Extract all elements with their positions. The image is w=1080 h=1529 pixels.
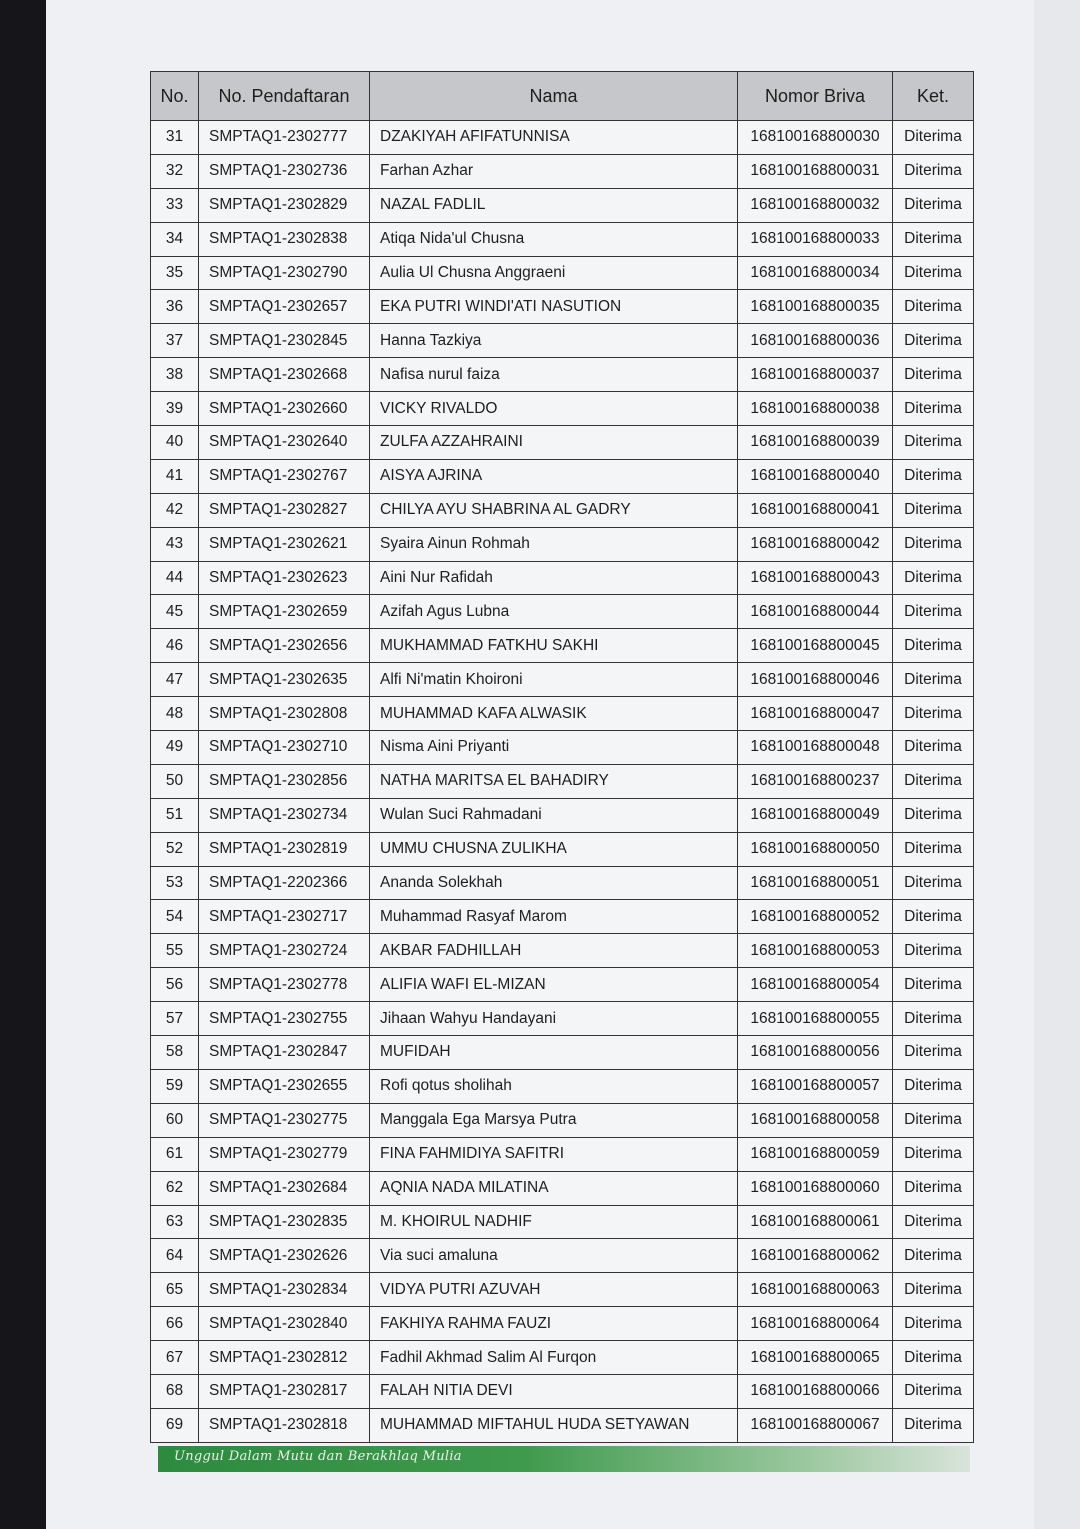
table-row bbox=[151, 731, 974, 765]
cell-no: 68 bbox=[151, 1374, 199, 1408]
cell-status: Diterima bbox=[893, 527, 974, 561]
cell-status: Diterima bbox=[893, 561, 974, 595]
cell-registration-number: SMPTAQ1-2302684 bbox=[199, 1171, 370, 1205]
header-briva-number: Nomor Briva bbox=[738, 72, 893, 121]
cell-registration-number: SMPTAQ1-2302818 bbox=[199, 1408, 370, 1442]
cell-briva-number: 168100168800036 bbox=[738, 324, 893, 358]
header-no: No. bbox=[151, 72, 199, 121]
cell-registration-number: SMPTAQ1-2302736 bbox=[199, 154, 370, 188]
cell-name: VICKY RIVALDO bbox=[370, 392, 738, 426]
cell-registration-number: SMPTAQ1-2302660 bbox=[199, 392, 370, 426]
cell-name: M. KHOIRUL NADHIF bbox=[370, 1205, 738, 1239]
cell-no: 54 bbox=[151, 900, 199, 934]
cell-briva-number: 168100168800039 bbox=[738, 426, 893, 460]
cell-no: 36 bbox=[151, 290, 199, 324]
table-row bbox=[151, 595, 974, 629]
cell-briva-number: 168100168800047 bbox=[738, 697, 893, 731]
cell-briva-number: 168100168800060 bbox=[738, 1171, 893, 1205]
cell-name: MUHAMMAD KAFA ALWASIK bbox=[370, 697, 738, 731]
cell-name: Azifah Agus Lubna bbox=[370, 595, 738, 629]
table-body bbox=[151, 121, 974, 1443]
cell-no: 48 bbox=[151, 697, 199, 731]
table-row bbox=[151, 900, 974, 934]
cell-registration-number: SMPTAQ1-2302717 bbox=[199, 900, 370, 934]
table-row bbox=[151, 290, 974, 324]
cell-registration-number: SMPTAQ1-2202366 bbox=[199, 866, 370, 900]
cell-status: Diterima bbox=[893, 900, 974, 934]
cell-status: Diterima bbox=[893, 1239, 974, 1273]
cell-registration-number: SMPTAQ1-2302710 bbox=[199, 731, 370, 765]
cell-briva-number: 168100168800054 bbox=[738, 968, 893, 1002]
cell-briva-number: 168100168800045 bbox=[738, 629, 893, 663]
cell-briva-number: 168100168800031 bbox=[738, 154, 893, 188]
cell-briva-number: 168100168800048 bbox=[738, 731, 893, 765]
cell-name: NATHA MARITSA EL BAHADIRY bbox=[370, 764, 738, 798]
cell-name: ZULFA AZZAHRAINI bbox=[370, 426, 738, 460]
cell-name: ALIFIA WAFI EL-MIZAN bbox=[370, 968, 738, 1002]
cell-briva-number: 168100168800046 bbox=[738, 663, 893, 697]
cell-no: 56 bbox=[151, 968, 199, 1002]
cell-status: Diterima bbox=[893, 697, 974, 731]
cell-briva-number: 168100168800058 bbox=[738, 1103, 893, 1137]
cell-name: UMMU CHUSNA ZULIKHA bbox=[370, 832, 738, 866]
cell-no: 57 bbox=[151, 1002, 199, 1036]
cell-status: Diterima bbox=[893, 426, 974, 460]
cell-registration-number: SMPTAQ1-2302778 bbox=[199, 968, 370, 1002]
table-row bbox=[151, 1239, 974, 1273]
cell-registration-number: SMPTAQ1-2302626 bbox=[199, 1239, 370, 1273]
cell-briva-number: 168100168800059 bbox=[738, 1137, 893, 1171]
cell-status: Diterima bbox=[893, 832, 974, 866]
admission-table bbox=[150, 71, 974, 1443]
cell-registration-number: SMPTAQ1-2302775 bbox=[199, 1103, 370, 1137]
cell-status: Diterima bbox=[893, 629, 974, 663]
cell-status: Diterima bbox=[893, 934, 974, 968]
cell-registration-number: SMPTAQ1-2302655 bbox=[199, 1069, 370, 1103]
table-row bbox=[151, 1002, 974, 1036]
cell-registration-number: SMPTAQ1-2302659 bbox=[199, 595, 370, 629]
table-row bbox=[151, 527, 974, 561]
cell-name: NAZAL FADLIL bbox=[370, 188, 738, 222]
cell-no: 44 bbox=[151, 561, 199, 595]
cell-no: 55 bbox=[151, 934, 199, 968]
cell-no: 60 bbox=[151, 1103, 199, 1137]
table-header-row bbox=[151, 72, 974, 121]
cell-no: 40 bbox=[151, 426, 199, 460]
table-row bbox=[151, 459, 974, 493]
cell-briva-number: 168100168800038 bbox=[738, 392, 893, 426]
cell-briva-number: 168100168800049 bbox=[738, 798, 893, 832]
cell-name: FINA FAHMIDIYA SAFITRI bbox=[370, 1137, 738, 1171]
cell-name: Rofi qotus sholihah bbox=[370, 1069, 738, 1103]
cell-registration-number: SMPTAQ1-2302827 bbox=[199, 493, 370, 527]
table-row bbox=[151, 426, 974, 460]
cell-no: 41 bbox=[151, 459, 199, 493]
cell-status: Diterima bbox=[893, 663, 974, 697]
table-row bbox=[151, 1408, 974, 1442]
cell-registration-number: SMPTAQ1-2302734 bbox=[199, 798, 370, 832]
table-row bbox=[151, 1137, 974, 1171]
cell-no: 49 bbox=[151, 731, 199, 765]
cell-no: 66 bbox=[151, 1307, 199, 1341]
cell-status: Diterima bbox=[893, 188, 974, 222]
cell-name: Jihaan Wahyu Handayani bbox=[370, 1002, 738, 1036]
cell-status: Diterima bbox=[893, 1273, 974, 1307]
cell-briva-number: 168100168800237 bbox=[738, 764, 893, 798]
cell-status: Diterima bbox=[893, 459, 974, 493]
cell-status: Diterima bbox=[893, 1205, 974, 1239]
cell-name: EKA PUTRI WINDI'ATI NASUTION bbox=[370, 290, 738, 324]
footer-motto: Unggul Dalam Mutu dan Berakhlaq Mulia bbox=[174, 1449, 462, 1464]
cell-no: 43 bbox=[151, 527, 199, 561]
cell-name: Farhan Azhar bbox=[370, 154, 738, 188]
cell-name: DZAKIYAH AFIFATUNNISA bbox=[370, 121, 738, 155]
table-row bbox=[151, 968, 974, 1002]
cell-briva-number: 168100168800051 bbox=[738, 866, 893, 900]
table-row bbox=[151, 697, 974, 731]
table-row bbox=[151, 222, 974, 256]
cell-registration-number: SMPTAQ1-2302640 bbox=[199, 426, 370, 460]
table-row bbox=[151, 663, 974, 697]
cell-name: Via suci amaluna bbox=[370, 1239, 738, 1273]
cell-status: Diterima bbox=[893, 290, 974, 324]
cell-no: 52 bbox=[151, 832, 199, 866]
cell-registration-number: SMPTAQ1-2302657 bbox=[199, 290, 370, 324]
cell-name: Manggala Ega Marsya Putra bbox=[370, 1103, 738, 1137]
table-row bbox=[151, 493, 974, 527]
table-row bbox=[151, 1374, 974, 1408]
table-row bbox=[151, 561, 974, 595]
table-row bbox=[151, 121, 974, 155]
cell-briva-number: 168100168800062 bbox=[738, 1239, 893, 1273]
cell-name: Aini Nur Rafidah bbox=[370, 561, 738, 595]
cell-status: Diterima bbox=[893, 493, 974, 527]
cell-registration-number: SMPTAQ1-2302656 bbox=[199, 629, 370, 663]
cell-name: Muhammad Rasyaf Marom bbox=[370, 900, 738, 934]
cell-name: MUKHAMMAD FATKHU SAKHI bbox=[370, 629, 738, 663]
cell-no: 46 bbox=[151, 629, 199, 663]
cell-name: AKBAR FADHILLAH bbox=[370, 934, 738, 968]
cell-name: Atiqa Nida'ul Chusna bbox=[370, 222, 738, 256]
cell-registration-number: SMPTAQ1-2302817 bbox=[199, 1374, 370, 1408]
footer-banner bbox=[158, 1446, 970, 1472]
table-row bbox=[151, 188, 974, 222]
cell-name: Aulia Ul Chusna Anggraeni bbox=[370, 256, 738, 290]
cell-registration-number: SMPTAQ1-2302835 bbox=[199, 1205, 370, 1239]
cell-briva-number: 168100168800037 bbox=[738, 358, 893, 392]
table-row bbox=[151, 798, 974, 832]
cell-status: Diterima bbox=[893, 764, 974, 798]
cell-registration-number: SMPTAQ1-2302755 bbox=[199, 1002, 370, 1036]
cell-briva-number: 168100168800061 bbox=[738, 1205, 893, 1239]
cell-registration-number: SMPTAQ1-2302838 bbox=[199, 222, 370, 256]
cell-no: 39 bbox=[151, 392, 199, 426]
cell-briva-number: 168100168800066 bbox=[738, 1374, 893, 1408]
table-row bbox=[151, 1273, 974, 1307]
cell-registration-number: SMPTAQ1-2302668 bbox=[199, 358, 370, 392]
cell-no: 53 bbox=[151, 866, 199, 900]
cell-status: Diterima bbox=[893, 968, 974, 1002]
cell-no: 67 bbox=[151, 1341, 199, 1375]
admission-table-container bbox=[150, 71, 973, 1443]
table-row bbox=[151, 154, 974, 188]
cell-briva-number: 168100168800063 bbox=[738, 1273, 893, 1307]
table-row bbox=[151, 866, 974, 900]
cell-no: 65 bbox=[151, 1273, 199, 1307]
cell-no: 35 bbox=[151, 256, 199, 290]
cell-briva-number: 168100168800042 bbox=[738, 527, 893, 561]
table-row bbox=[151, 256, 974, 290]
cell-status: Diterima bbox=[893, 1103, 974, 1137]
cell-registration-number: SMPTAQ1-2302779 bbox=[199, 1137, 370, 1171]
table-row bbox=[151, 324, 974, 358]
cell-name: FAKHIYA RAHMA FAUZI bbox=[370, 1307, 738, 1341]
table-row bbox=[151, 392, 974, 426]
table-row bbox=[151, 1069, 974, 1103]
cell-no: 51 bbox=[151, 798, 199, 832]
cell-registration-number: SMPTAQ1-2302847 bbox=[199, 1036, 370, 1070]
cell-briva-number: 168100168800052 bbox=[738, 900, 893, 934]
cell-name: Wulan Suci Rahmadani bbox=[370, 798, 738, 832]
cell-briva-number: 168100168800053 bbox=[738, 934, 893, 968]
table-row bbox=[151, 1103, 974, 1137]
cell-status: Diterima bbox=[893, 392, 974, 426]
cell-name: FALAH NITIA DEVI bbox=[370, 1374, 738, 1408]
table-row bbox=[151, 934, 974, 968]
cell-status: Diterima bbox=[893, 1307, 974, 1341]
cell-no: 58 bbox=[151, 1036, 199, 1070]
cell-registration-number: SMPTAQ1-2302621 bbox=[199, 527, 370, 561]
cell-briva-number: 168100168800044 bbox=[738, 595, 893, 629]
cell-name: Hanna Tazkiya bbox=[370, 324, 738, 358]
cell-name: Alfi Ni'matin Khoironi bbox=[370, 663, 738, 697]
cell-status: Diterima bbox=[893, 154, 974, 188]
cell-no: 37 bbox=[151, 324, 199, 358]
cell-status: Diterima bbox=[893, 1408, 974, 1442]
cell-no: 31 bbox=[151, 121, 199, 155]
cell-no: 63 bbox=[151, 1205, 199, 1239]
cell-briva-number: 168100168800050 bbox=[738, 832, 893, 866]
cell-status: Diterima bbox=[893, 1069, 974, 1103]
table-row bbox=[151, 629, 974, 663]
cell-name: AISYA AJRINA bbox=[370, 459, 738, 493]
cell-name: Ananda Solekhah bbox=[370, 866, 738, 900]
cell-registration-number: SMPTAQ1-2302834 bbox=[199, 1273, 370, 1307]
cell-status: Diterima bbox=[893, 1171, 974, 1205]
cell-name: CHILYA AYU SHABRINA AL GADRY bbox=[370, 493, 738, 527]
cell-name: AQNIA NADA MILATINA bbox=[370, 1171, 738, 1205]
cell-name: Fadhil Akhmad Salim Al Furqon bbox=[370, 1341, 738, 1375]
cell-no: 45 bbox=[151, 595, 199, 629]
table-row bbox=[151, 1307, 974, 1341]
cell-status: Diterima bbox=[893, 358, 974, 392]
cell-briva-number: 168100168800057 bbox=[738, 1069, 893, 1103]
cell-status: Diterima bbox=[893, 121, 974, 155]
cell-registration-number: SMPTAQ1-2302840 bbox=[199, 1307, 370, 1341]
cell-briva-number: 168100168800040 bbox=[738, 459, 893, 493]
cell-no: 38 bbox=[151, 358, 199, 392]
table-row bbox=[151, 832, 974, 866]
cell-status: Diterima bbox=[893, 798, 974, 832]
cell-registration-number: SMPTAQ1-2302767 bbox=[199, 459, 370, 493]
header-registration-number: No. Pendaftaran bbox=[199, 72, 370, 121]
cell-status: Diterima bbox=[893, 324, 974, 358]
header-name: Nama bbox=[370, 72, 738, 121]
table-row bbox=[151, 358, 974, 392]
cell-name: MUFIDAH bbox=[370, 1036, 738, 1070]
table-row bbox=[151, 1205, 974, 1239]
cell-no: 64 bbox=[151, 1239, 199, 1273]
cell-briva-number: 168100168800033 bbox=[738, 222, 893, 256]
cell-no: 62 bbox=[151, 1171, 199, 1205]
cell-status: Diterima bbox=[893, 1137, 974, 1171]
cell-briva-number: 168100168800056 bbox=[738, 1036, 893, 1070]
cell-registration-number: SMPTAQ1-2302724 bbox=[199, 934, 370, 968]
cell-briva-number: 168100168800034 bbox=[738, 256, 893, 290]
cell-status: Diterima bbox=[893, 256, 974, 290]
cell-briva-number: 168100168800067 bbox=[738, 1408, 893, 1442]
header-status: Ket. bbox=[893, 72, 974, 121]
cell-briva-number: 168100168800032 bbox=[738, 188, 893, 222]
cell-name: Nafisa nurul faiza bbox=[370, 358, 738, 392]
cell-registration-number: SMPTAQ1-2302856 bbox=[199, 764, 370, 798]
cell-registration-number: SMPTAQ1-2302812 bbox=[199, 1341, 370, 1375]
cell-briva-number: 168100168800041 bbox=[738, 493, 893, 527]
cell-registration-number: SMPTAQ1-2302790 bbox=[199, 256, 370, 290]
cell-name: VIDYA PUTRI AZUVAH bbox=[370, 1273, 738, 1307]
cell-briva-number: 168100168800064 bbox=[738, 1307, 893, 1341]
cell-name: MUHAMMAD MIFTAHUL HUDA SETYAWAN bbox=[370, 1408, 738, 1442]
cell-status: Diterima bbox=[893, 1002, 974, 1036]
cell-no: 59 bbox=[151, 1069, 199, 1103]
cell-name: Syaira Ainun Rohmah bbox=[370, 527, 738, 561]
cell-status: Diterima bbox=[893, 866, 974, 900]
cell-name: Nisma Aini Priyanti bbox=[370, 731, 738, 765]
cell-no: 61 bbox=[151, 1137, 199, 1171]
cell-registration-number: SMPTAQ1-2302845 bbox=[199, 324, 370, 358]
cell-registration-number: SMPTAQ1-2302808 bbox=[199, 697, 370, 731]
cell-registration-number: SMPTAQ1-2302829 bbox=[199, 188, 370, 222]
cell-no: 50 bbox=[151, 764, 199, 798]
page-edge bbox=[1034, 0, 1080, 1529]
cell-no: 33 bbox=[151, 188, 199, 222]
cell-status: Diterima bbox=[893, 222, 974, 256]
cell-registration-number: SMPTAQ1-2302635 bbox=[199, 663, 370, 697]
cell-briva-number: 168100168800065 bbox=[738, 1341, 893, 1375]
cell-status: Diterima bbox=[893, 1341, 974, 1375]
cell-briva-number: 168100168800030 bbox=[738, 121, 893, 155]
cell-status: Diterima bbox=[893, 1036, 974, 1070]
cell-no: 34 bbox=[151, 222, 199, 256]
table-row bbox=[151, 764, 974, 798]
cell-no: 47 bbox=[151, 663, 199, 697]
table-row bbox=[151, 1036, 974, 1070]
cell-status: Diterima bbox=[893, 1374, 974, 1408]
cell-briva-number: 168100168800035 bbox=[738, 290, 893, 324]
cell-status: Diterima bbox=[893, 731, 974, 765]
table-row bbox=[151, 1171, 974, 1205]
cell-no: 32 bbox=[151, 154, 199, 188]
cell-registration-number: SMPTAQ1-2302819 bbox=[199, 832, 370, 866]
cell-registration-number: SMPTAQ1-2302623 bbox=[199, 561, 370, 595]
cell-registration-number: SMPTAQ1-2302777 bbox=[199, 121, 370, 155]
cell-status: Diterima bbox=[893, 595, 974, 629]
cell-briva-number: 168100168800043 bbox=[738, 561, 893, 595]
cell-no: 69 bbox=[151, 1408, 199, 1442]
table-row bbox=[151, 1341, 974, 1375]
cell-briva-number: 168100168800055 bbox=[738, 1002, 893, 1036]
cell-no: 42 bbox=[151, 493, 199, 527]
